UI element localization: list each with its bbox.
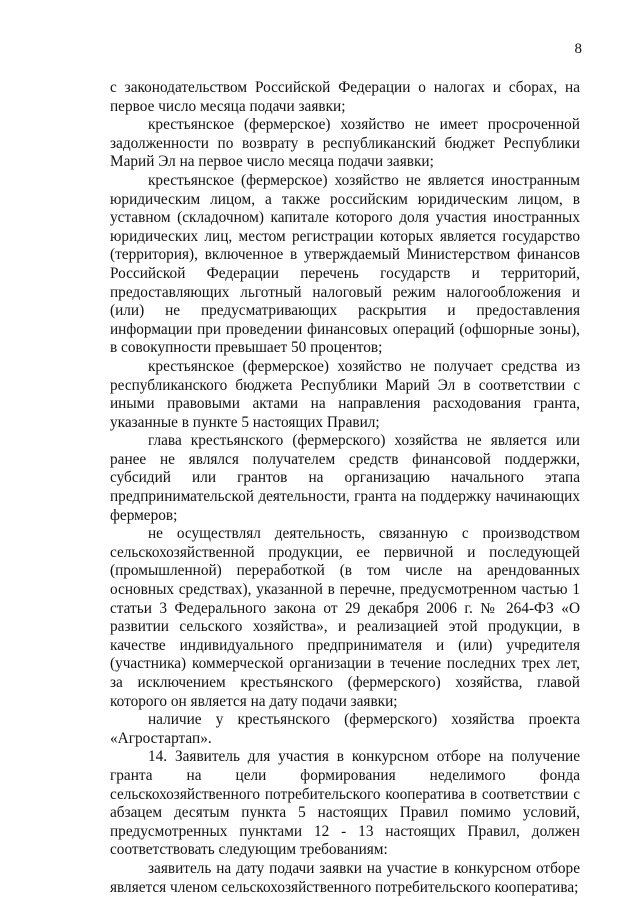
paragraph-tax-law-continuation: с законодательством Российской Федерации о налогах и сборах, на первое число месяца подачи заявки; [110,79,580,115]
paragraph-no-other-budget-funds: крестьянское (фермерское) хозяйство не получает средства из республиканского бюджета Республики Марий Эл в соответствии с иными правовыми актами на направления расходования гранта, указанные в пункте 5 настоящих Правил; [110,357,580,431]
paragraph-cooperative-member: заявитель на дату подачи заявки на участие в конкурсном отборе является членом сельскохозяйственного потребительского кооператива; [110,859,580,896]
paragraph-no-overdue-debt: крестьянское (фермерское) хозяйство не имеет просроченной задолженности по возврату в республиканский бюджет Республики Марий Эл на первое число месяца подачи заявки; [110,116,580,171]
document-body [110,79,580,897]
page-number: 8 [574,41,582,57]
paragraph-not-foreign-entity: крестьянское (фермерское) хозяйство не является иностранным юридическим лицом, а также российским юридическим лицом, в уставном (складочном) капитале которого доля участия иностранных юридических лиц, местом регистрации которых является государство (территория), включенное в утверждаемый Министерством финансов Российской Федерации перечень государств и территорий, предоставляющих льготный налоговый режим налогообложения и (или) не предусматривающих раскрытия и предоставления информации при проведении финансовых операций (офшорные зоны), в совокупности превышает 50 процентов; [110,171,580,357]
paragraph-no-prior-activity: не осуществлял деятельность, связанную с производством сельскохозяйственной продукции, ее первичной и последующей (промышленной) переработкой (в том числе на арендованных основных средствах), указанной в перечне, предусмотренном частью 1 статьи 3 Федерального закона от 29 декабря 2006 г. № 264-ФЗ «О развитии сельского хозяйства», и реализацией этой продукции, в качестве индивидуального предпринимателя и (или) учредителя (участника) коммерческой организации в течение последних трех лет, за исключением крестьянского (фермерского) хозяйства, главой которого он является на дату подачи заявки; [110,525,580,710]
paragraph-agrostartap-project: наличие у крестьянского (фермерского) хозяйства проекта «Агростартап». [110,711,580,747]
paragraph-head-not-prior-recipient: глава крестьянского (фермерского) хозяйства не является или ранее не являлся получателем средств финансовой поддержки, субсидий или грантов на организацию начального этапа предпринимательской деятельности, гранта на поддержку начинающих фермеров; [110,432,580,524]
paragraph-clause-14: 14. Заявитель для участия в конкурсном отборе на получение гранта на цели формирования неделимого фонда сельскохозяйственного потребительского кооператива в соответствии с абзацем десятым пункта 5 настоящих Правил помимо условий, предусмотренных пунктами 12 - 13 настоящих Правил, должен соответствовать следующим требованиям: [110,748,580,859]
